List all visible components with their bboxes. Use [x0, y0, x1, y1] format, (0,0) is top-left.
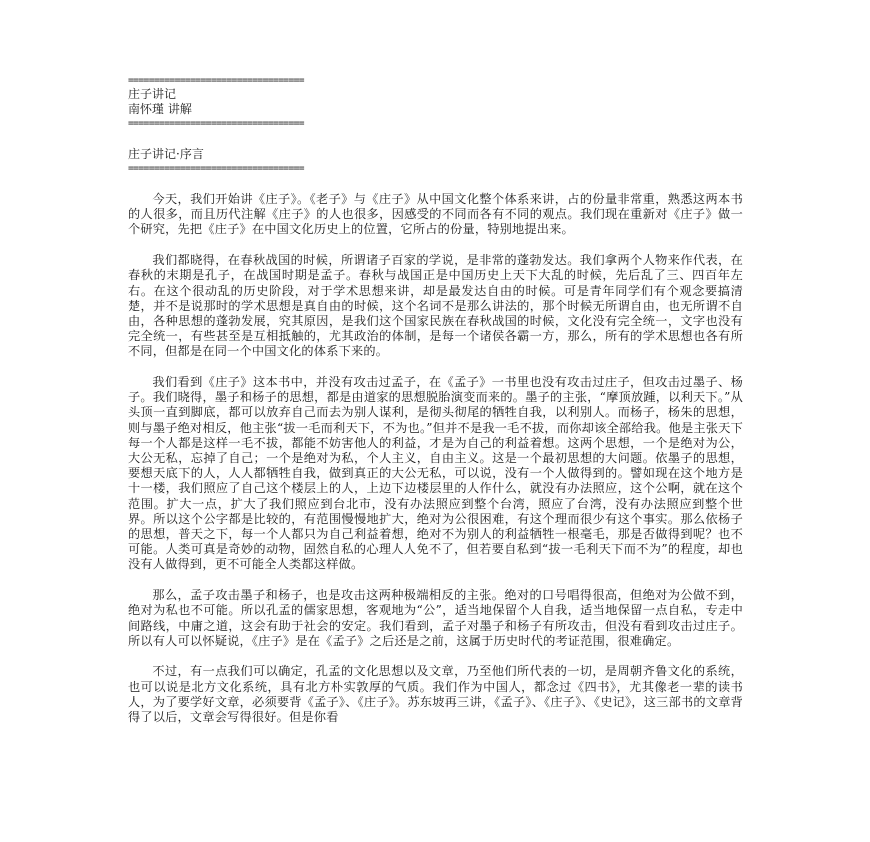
paragraph-4: 那么，孟子攻击墨子和杨子，也是攻击这两种极端相反的主张。绝对的口号唱得很高，但绝对为公做不到，绝对为私也不可能。所以孔孟的儒家思想，客观地为“公”，适当地保留个人自我，适当地保留一点自私，专走中间路线，中庸之道，这会有助于社会的安定。我们看到，孟子对墨子和杨子有所攻击，但没有看到攻击过庄子。所以有人可以怀疑说，《庄子》是在《孟子》之后还是之前，这属于历史时代的考证范围，很难确定。 [128, 588, 743, 648]
paragraph-3: 我们看到《庄子》这本书中，并没有攻击过孟子，在《孟子》一书里也没有攻击过庄子，但攻击过墨子、杨子。我们晓得，墨子和杨子的思想，都是由道家的思想脱胎演变而来的。墨子的主张，“摩顶放踵，以利天下。”从头顶一直到脚底，都可以放弃自己而去为别人谋利，是彻头彻尾的牺牲自我，以利别人。而杨子，杨朱的思想，则与墨子绝对相反，他主张“拔一毛而利天下，不为也。”但并不是我一毛不拔，而你却该全部给我。他是主张天下每一个人都是这样一毛不拔，都能不妨害他人的利益，才是为自己的利益着想。这两个思想，一个是绝对为公，大公无私，忘掉了自己；一个是绝对为私，个人主义，自由主义。这是一个最初思想的大问题。依墨子的思想，要想天底下的人，人人都牺牲自我，做到真正的大公无私，可以说，没有一个人做得到的。譬如现在这个地方是十一楼，我们照应了自己这个楼层上的人，上边下边楼层里的人作什么，就没有办法照应，这个公啊，就在这个范围。扩大一点，扩大了我们照应到台北市，没有办法照应到整个台湾，照应了台湾，没有办法照应到整个世界。所以这个公字都是比较的，有范围慢慢地扩大，绝对为公很困难，有这个理而很少有这个事实。那么依杨子的思想，普天之下，每一个人都只为自己利益着想，绝对不为别人的利益牺牲一根毫毛，那是否做得到呢？也不可能。人类可真是奇妙的动物，固然自私的心理人人免不了，但若要自私到“拔一毛利天下而不为”的程度，却也没有人做得到，更不可能全人类都这样做。 [128, 375, 743, 572]
section-title: 庄子讲记·序言 [128, 147, 204, 161]
separator-rule-mid: ================================== [128, 118, 304, 129]
separator-rule-section: ================================== [128, 163, 304, 174]
separator-rule-top: ================================== [128, 75, 304, 86]
document-title: 庄子讲记 [128, 87, 177, 101]
author-line: 南怀瑾 讲解 [128, 102, 192, 116]
paragraph-5: 不过，有一点我们可以确定，孔孟的文化思想以及文章，乃至他们所代表的一切，是周朝齐鲁文化的系统，也可以说是北方文化系统，具有北方朴实敦厚的气质。我们作为中国人，都念过《四书》，尤其像老一辈的读书人，为了要学好文章，必须要背《孟子》、《庄子》。苏东坡再三讲，《孟子》、《庄子》、《史记》，这三部书的文章背得了以后，文章会写得很好。但是你看 [128, 664, 743, 725]
spacer [128, 130, 743, 147]
document-page [128, 74, 743, 741]
paragraph-1: 今天，我们开始讲《庄子》。《老子》与《庄子》从中国文化整个体系来讲，占的份量非常重，熟悉这两本书的人很多，而且历代注解《庄子》的人也很多，因感受的不同而各有不同的观点。我们现在重新对《庄子》做一个研究，先把《庄子》在中国文化历史上的位置，它所占的份量，特别地提出来。 [128, 192, 743, 237]
paragraph-2: 我们都晓得，在春秋战国的时候，所谓诸子百家的学说，是非常的蓬勃发达。我们拿两个人物来作代表，在春秋的末期是孔子，在战国时期是孟子。春秋与战国正是中国历史上天下大乱的时候，先后乱了三、四百年左右。在这个很动乱的历史阶段，对于学术思想来讲，却是最发达自由的时候。可是青年同学们有个观念要搞清楚，并不是说那时的学术思想是真自由的时候，这个名词不是那么讲法的，那个时候无所谓自由，也无所谓不自由，各种思想的蓬勃发展，究其原因，是我们这个国家民族在春秋战国的时候，文化没有完全统一，文字也没有完全统一，有些甚至是互相抵触的，尤其政治的体制，是每一个诸侯各霸一方，那么，所有的学术思想也各有所不同，但都是在同一个中国文化的体系下来的。 [128, 253, 743, 359]
